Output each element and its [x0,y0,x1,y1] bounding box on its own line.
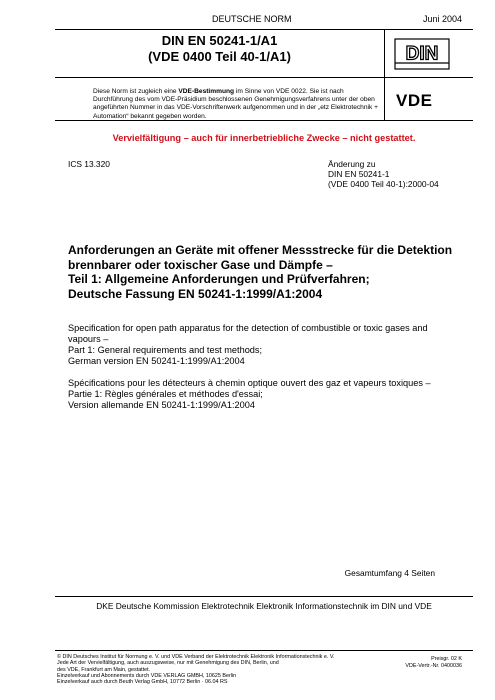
price-group [405,656,462,669]
header-date: Juni 2004 [422,14,462,24]
amendment-line: DIN EN 50241-1 [328,169,390,179]
copyright-notice [57,654,357,685]
din-logo-text: DIN [405,43,439,65]
title-french [68,378,478,411]
title-german [68,243,478,301]
title-english-line: Part 1: General requirements and test methods; [68,345,263,355]
header-divider [55,77,473,78]
vde-contract-number: VDE-Vertr.-Nr. 0400036 [405,662,462,669]
logo-column-divider [384,29,385,120]
dke-divider [55,596,473,597]
price-group-line: Preisgr. 02 K [431,656,462,662]
footer-divider [55,650,473,651]
header-document-type: DEUTSCHE NORM [212,14,292,24]
title-english-line: German version EN 50241-1:1999/A1:2004 [68,356,245,366]
din-logo [394,38,450,70]
copyright-line: des VDE, Frankfurt am Main, gestattet. [57,666,151,673]
copyright-line: Jede Art der Vervielfältigung, auch auszugsweise, nur mit Genehmigung des DIN, Berlin, und [57,660,279,667]
title-english-line: Specification for open path apparatus for the detection of combustible or toxic gases and [68,323,428,333]
vde-note [93,88,383,121]
vde-note-text-2: im Sinne von VDE 0022. Sie ist nach Durchführung des vom VDE-Präsidium beschlossenen Genehmigungsverfahrens unter der oben angeführten Nummer in das VDE-Vorschriftenwerk aufgenommen und in der „etz Elektrotechnik + Automation“ bekannt gegeben worden. [93,88,378,120]
dke-committee: DKE Deutsche Kommission Elektrotechnik Elektronik Informationstechnik im DIN und VDE [96,601,432,611]
copyright-line: Einzelverkauf und Abonnements durch VDE VERLAG GMBH, 10625 Berlin [57,672,237,679]
vde-logo: VDE [396,91,433,110]
title-english [68,323,478,367]
title-english-line: vapours – [68,334,109,344]
total-pages: Gesamtumfang 4 Seiten [344,568,435,578]
vde-note-text-1: Diese Norm ist zugleich eine [93,88,179,95]
ics-code: ICS 13.320 [68,159,110,169]
title-german-line: Teil 1: Allgemeine Anforderungen und Prüfverfahren; [68,272,370,286]
standard-number-line-1: DIN EN 50241-1/A1 [161,33,278,48]
title-french-line: Spécifications pour les détecteurs à chemin optique ouvert des gaz et vapeurs toxiques – [68,378,431,388]
title-german-line: Anforderungen an Geräte mit offener Messstrecke für die Detektion [68,243,453,257]
reproduction-notice: Vervielfältigung – auch für innerbetriebliche Zwecke – nicht gestattet. [112,133,416,143]
standard-number-line-2: (VDE 0400 Teil 40-1/A1) [148,49,291,64]
amendment-reference [328,159,439,189]
amendment-line: (VDE 0400 Teil 40-1):2000-04 [328,179,439,189]
copyright-line: © DIN Deutsches Institut für Normung e. V. und VDE Verband der Elektrotechnik Elektronik Informationstechnik e. V. [57,654,335,660]
copyright-line: Einzelverkauf auch durch Beuth Verlag GmbH, 10772 Berlin · 06.04 RS [57,679,228,686]
vde-note-bold: VDE-Bestimmung [178,88,235,95]
amendment-line: Änderung zu [328,159,376,169]
title-french-line: Version allemande EN 50241-1:1999/A1:2004 [68,400,255,410]
top-divider [55,29,473,30]
title-german-line: brennbarer oder toxischer Gase und Dämpfe – [68,257,333,272]
title-german-line: Deutsche Fassung EN 50241-1:1999/A1:2004 [68,286,323,301]
title-french-line: Partie 1: Règles générales et méthodes d'essai; [68,389,263,399]
standard-number [55,33,384,65]
